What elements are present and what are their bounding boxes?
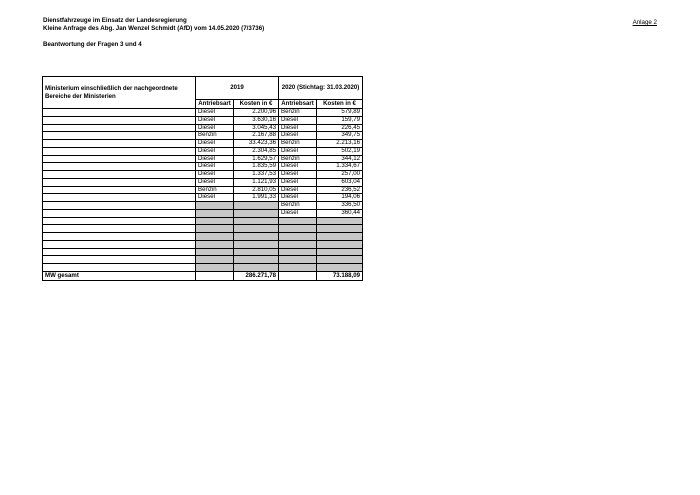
drive-type-2020-cell: Diesel (279, 116, 317, 124)
cost-2020-cell (317, 264, 363, 272)
cost-2020-cell (317, 233, 363, 241)
drive-type-2019-cell (196, 248, 234, 256)
header-title: Dienstfahrzeuge im Einsatz der Landesregierung (43, 17, 187, 24)
ministry-cell (43, 178, 196, 186)
drive-type-2019-cell: Diesel (196, 194, 234, 202)
ministry-cell (43, 264, 196, 272)
drive-type-2019-cell (196, 256, 234, 264)
cost-2019-cell (234, 256, 279, 264)
cost-2020-cell: 344,12 (317, 155, 363, 163)
cost-2019-cell: 33.423,36 (234, 140, 279, 148)
drive-type-2020-cell (279, 248, 317, 256)
drive-type-2020-cell: Benzin (279, 202, 317, 210)
ministry-cell (43, 140, 196, 148)
cost-2020-cell: 226,45 (317, 124, 363, 132)
cost-2020-cell: 236,52 (317, 186, 363, 194)
cost-2019-cell: 3.630,16 (234, 116, 279, 124)
drive-type-2019-cell (196, 240, 234, 248)
document-header (43, 17, 264, 34)
drive-type-2019-cell: Diesel (196, 116, 234, 124)
cost-2020-cell: 194,06 (317, 194, 363, 202)
drive-type-2019-cell: Diesel (196, 124, 234, 132)
drive-type-2020-cell: Benzin (279, 109, 317, 117)
cost-2019-cell: 3.045,43 (234, 124, 279, 132)
total-drive-2019-cell (196, 271, 234, 280)
drive-type-header-2020: Antriebsart (279, 100, 317, 109)
cost-2019-cell (234, 225, 279, 233)
table-row (43, 147, 363, 155)
drive-type-2019-cell: Benzin (196, 132, 234, 140)
table-row (43, 132, 363, 140)
cost-header-2020: Kosten in € (317, 100, 363, 109)
annex-label: Anlage 2 (632, 19, 657, 26)
drive-type-2019-cell (196, 202, 234, 210)
ministry-cell (43, 202, 196, 210)
answer-heading: Beantwortung der Fragen 3 und 4 (43, 41, 142, 48)
cost-2019-cell (234, 209, 279, 217)
cost-2019-cell (234, 217, 279, 225)
cost-2019-cell (234, 233, 279, 241)
cost-2020-cell: 1.334,67 (317, 163, 363, 171)
drive-type-2020-cell (279, 217, 317, 225)
ministry-cell (43, 209, 196, 217)
drive-type-2019-cell (196, 225, 234, 233)
ministry-cell (43, 217, 196, 225)
drive-type-2020-cell (279, 233, 317, 241)
cost-2019-cell: 1.835,59 (234, 163, 279, 171)
total-drive-2020-cell (279, 271, 317, 280)
table-row (43, 171, 363, 179)
drive-type-2020-cell: Diesel (279, 178, 317, 186)
cost-2019-cell (234, 240, 279, 248)
table-row (43, 256, 363, 264)
cost-2020-cell (317, 217, 363, 225)
table-row (43, 163, 363, 171)
ministry-cell (43, 171, 196, 179)
table-row (43, 264, 363, 272)
table-row (43, 233, 363, 241)
ministry-cell (43, 116, 196, 124)
year-2020-header: 2020 (Stichtag: 31.03.2020) (279, 77, 363, 100)
ministry-cell (43, 132, 196, 140)
year-2019-header: 2019 (196, 77, 279, 100)
table-row (43, 178, 363, 186)
cost-2019-cell (234, 264, 279, 272)
drive-type-2019-cell: Diesel (196, 109, 234, 117)
table-row (43, 116, 363, 124)
cost-2020-cell (317, 256, 363, 264)
drive-type-2020-cell: Diesel (279, 171, 317, 179)
cost-2019-cell: 2.810,05 (234, 186, 279, 194)
drive-type-2020-cell: Diesel (279, 209, 317, 217)
total-label: MW gesamt (43, 271, 196, 280)
cost-2020-cell: 336,50 (317, 202, 363, 210)
table-row (43, 225, 363, 233)
total-cost-2020: 73.188,09 (317, 271, 363, 280)
drive-type-2020-cell: Diesel (279, 194, 317, 202)
drive-type-2019-cell: Diesel (196, 140, 234, 148)
cost-2019-cell: 2.304,85 (234, 147, 279, 155)
cost-2020-cell: 159,79 (317, 116, 363, 124)
drive-type-2019-cell: Diesel (196, 178, 234, 186)
table-row (43, 240, 363, 248)
drive-type-2020-cell (279, 240, 317, 248)
table-row (43, 217, 363, 225)
ministry-cell (43, 233, 196, 241)
ministry-cell (43, 240, 196, 248)
cost-2019-cell: 2.200,96 (234, 109, 279, 117)
total-row (43, 271, 363, 280)
cost-2019-cell: 2.167,88 (234, 132, 279, 140)
ministry-cell (43, 163, 196, 171)
table-header-row (43, 77, 363, 100)
table-row (43, 124, 363, 132)
table-row (43, 109, 363, 117)
cost-2020-cell (317, 240, 363, 248)
table-row (43, 202, 363, 210)
ministry-cell (43, 194, 196, 202)
ministry-cell (43, 186, 196, 194)
drive-type-2019-cell: Diesel (196, 155, 234, 163)
cost-2019-cell: 1.337,53 (234, 171, 279, 179)
cost-2019-cell: 1.991,33 (234, 194, 279, 202)
ministry-header: Ministerium einschließlich der nachgeordnete Bereiche der Ministerien (43, 77, 196, 109)
drive-type-2019-cell: Diesel (196, 163, 234, 171)
drive-type-2020-cell: Diesel (279, 147, 317, 155)
cost-2020-cell: 360,44 (317, 209, 363, 217)
table-row (43, 248, 363, 256)
drive-type-2020-cell (279, 264, 317, 272)
cost-2020-cell (317, 248, 363, 256)
drive-type-2019-cell: Diesel (196, 147, 234, 155)
cost-2020-cell: 257,00 (317, 171, 363, 179)
cost-2020-cell: 349,75 (317, 132, 363, 140)
drive-type-2020-cell: Benzin (279, 155, 317, 163)
cost-2020-cell: 579,89 (317, 109, 363, 117)
ministry-cell (43, 124, 196, 132)
drive-type-2020-cell (279, 256, 317, 264)
total-cost-2019: 286.271,78 (234, 271, 279, 280)
ministry-cell (43, 155, 196, 163)
drive-type-2019-cell (196, 209, 234, 217)
vehicle-cost-table (42, 76, 363, 281)
drive-type-2019-cell (196, 233, 234, 241)
cost-2019-cell: 1.121,93 (234, 178, 279, 186)
cost-2019-cell (234, 248, 279, 256)
drive-type-2020-cell: Diesel (279, 124, 317, 132)
table-row (43, 186, 363, 194)
cost-2019-cell: 1.629,57 (234, 155, 279, 163)
ministry-cell (43, 225, 196, 233)
ministry-cell (43, 248, 196, 256)
cost-header-2019: Kosten in € (234, 100, 279, 109)
ministry-cell (43, 147, 196, 155)
cost-2020-cell: 603,04 (317, 178, 363, 186)
table-row (43, 140, 363, 148)
table-row (43, 209, 363, 217)
drive-type-2020-cell: Diesel (279, 163, 317, 171)
table-row (43, 155, 363, 163)
drive-type-header-2019: Antriebsart (196, 100, 234, 109)
drive-type-2020-cell: Benzin (279, 140, 317, 148)
cost-2020-cell: 502,19 (317, 147, 363, 155)
cost-2020-cell (317, 225, 363, 233)
drive-type-2019-cell: Diesel (196, 171, 234, 179)
drive-type-2019-cell (196, 264, 234, 272)
table-row (43, 194, 363, 202)
ministry-cell (43, 109, 196, 117)
drive-type-2020-cell: Diesel (279, 186, 317, 194)
drive-type-2020-cell (279, 225, 317, 233)
header-inquiry: Kleine Anfrage des Abg. Jan Wenzel Schmidt (AfD) vom 14.05.2020 (7/3736) (43, 25, 265, 33)
cost-2020-cell: 2.213,16 (317, 140, 363, 148)
drive-type-2020-cell: Diesel (279, 132, 317, 140)
ministry-cell (43, 256, 196, 264)
drive-type-2019-cell (196, 217, 234, 225)
cost-2019-cell (234, 202, 279, 210)
drive-type-2019-cell: Benzin (196, 186, 234, 194)
